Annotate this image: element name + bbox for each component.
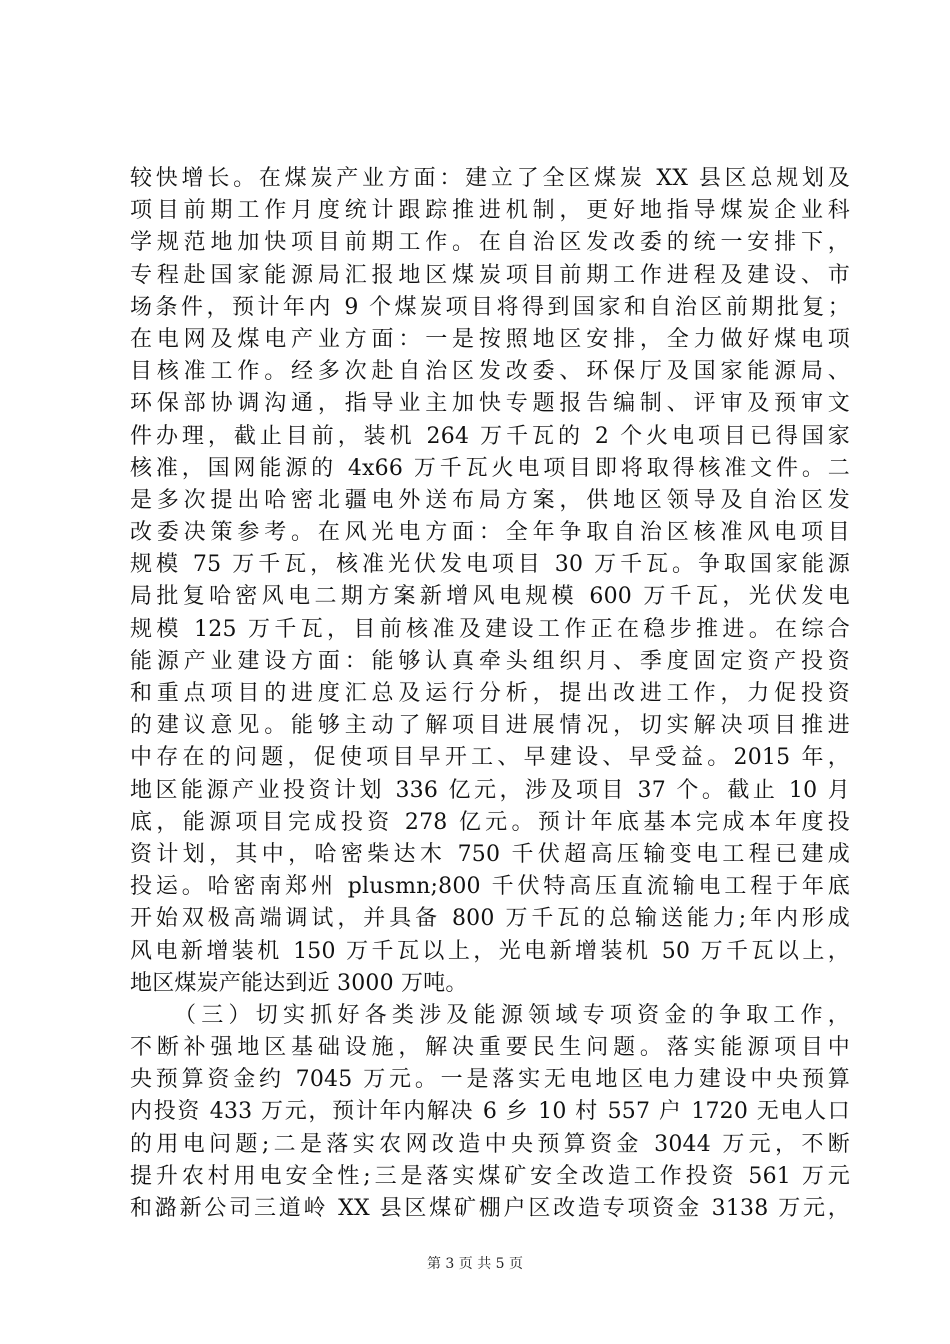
text-line: 学规范地加快项目前期工作。在自治区发改委的统一安排下， [130,230,850,256]
text-line: 资计划，其中，哈密柴达木 750 千伏超高压输变电工程已建成 [130,841,850,867]
page-footer [0,1254,950,1274]
text-line: 专程赴国家能源局汇报地区煤炭项目前期工作进程及建设、市 [130,262,850,288]
text-line: 是多次提出哈密北疆电外送布局方案，供地区领导及自治区发 [130,487,850,513]
text-line: 风电新增装机 150 万千瓦以上，光电新增装机 50 万千瓦以上， [130,938,850,964]
text-line: 提升农村用电安全性;三是落实煤矿安全改造工作投资 561 万元 [130,1163,850,1189]
text-line: 在电网及煤电产业方面：一是按照地区安排，全力做好煤电项 [130,326,850,352]
text-line: 件办理，截止目前，装机 264 万千瓦的 2 个火电项目已得国家 [130,423,850,449]
text-line: 较快增长。在煤炭产业方面：建立了全区煤炭 XX 县区总规划及 [130,166,850,191]
text-line: 目核准工作。经多次赴自治区发改委、环保厅及国家能源局、 [130,359,850,385]
text-line: 地区能源产业投资计划 336 亿元，涉及项目 37 个。截止 10 月 [130,777,850,803]
text-line: 场条件，预计年内 9 个煤炭项目将得到国家和自治区前期批复； [130,294,850,320]
text-line: 的用电问题;二是落实农网改造中央预算资金 3044 万元，不断 [130,1131,850,1157]
text-line: 不断补强地区基础设施，解决重要民生问题。落实能源项目中 [130,1035,850,1061]
text-line: 环保部协调沟通，指导业主加快专题报告编制、评审及预审文 [130,391,850,417]
text-line: 投运。哈密南郑州 plusmn;800 千伏特高压直流输电工程于年底 [130,874,850,900]
text-line: 和潞新公司三道岭 XX 县区煤矿棚户区改造专项资金 3138 万元， [130,1196,850,1221]
text-line: 和重点项目的进度汇总及运行分析，提出改进工作，力促投资 [130,681,850,706]
text-line: 规模 125 万千瓦，目前核准及建设工作正在稳步推进。在综合 [130,616,850,642]
text-line: 项目前期工作月度统计跟踪推进机制，更好地指导煤炭企业科 [130,198,850,224]
text-line: 地区煤炭产能达到近 3000 万吨。 [130,970,468,996]
text-line: 能源产业建设方面：能够认真牵头组织月、季度固定资产投资 [130,648,850,674]
text-line: 的建议意见。能够主动了解项目进展情况，切实解决项目推进 [130,713,850,739]
text-line: 内投资 433 万元，预计年内解决 6 乡 10 村 557 户 1720 无电人口 [130,1099,850,1125]
page-number: 第 3 页 共 5 页 [426,1256,524,1272]
text-line: 央预算资金约 7045 万元。一是落实无电地区电力建设中央预算 [130,1067,850,1093]
text-line: 规模 75 万千瓦，核准光伏发电项目 30 万千瓦。争取国家能源 [130,552,850,578]
section-heading-line: （三）切实抓好各类涉及能源领域专项资金的争取工作， [174,1002,850,1028]
text-line: 局批复哈密风电二期方案新增风电规模 600 万千瓦，光伏发电 [130,584,850,610]
text-line: 核准，国网能源的 4x66 万千瓦火电项目即将取得核准文件。二 [130,455,850,481]
text-line: 底，能源项目完成投资 278 亿元。预计年底基本完成本年度投 [130,809,850,835]
text-line: 中存在的问题，促使项目早开工、早建设、早受益。2015 年， [130,745,850,771]
text-line: 改委决策参考。在风光电方面：全年争取自治区核准风电项目 [130,520,850,546]
text-line: 开始双极高端调试，并具备 800 万千瓦的总输送能力;年内形成 [130,906,850,932]
body-text [130,163,850,1225]
